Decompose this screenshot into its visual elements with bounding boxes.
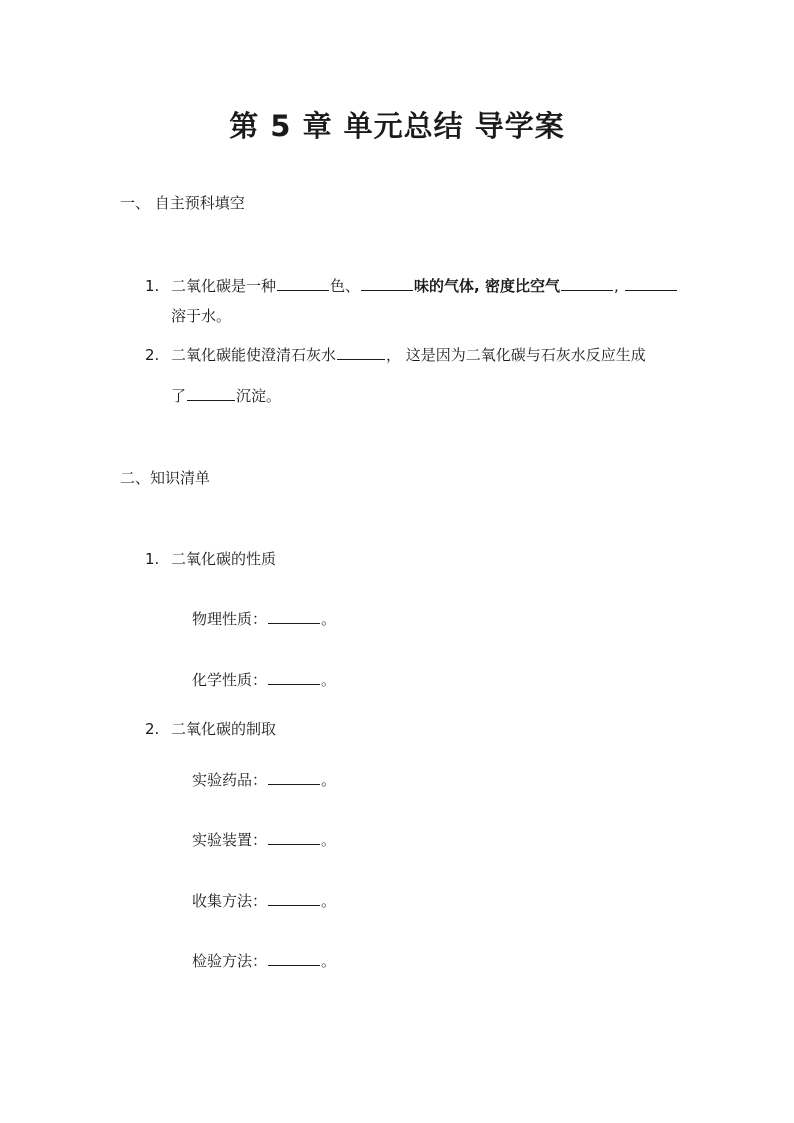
question-2-line-1 bbox=[145, 345, 646, 365]
end-mark: 。 bbox=[321, 610, 337, 628]
item-1-title: 二氧化碳的性质 bbox=[171, 550, 277, 568]
question-1-text-b: 色、 bbox=[330, 277, 361, 295]
item-2-title: 二氧化碳的制取 bbox=[171, 720, 277, 738]
question-2-text-a: 二氧化碳能使澄清石灰水 bbox=[171, 346, 337, 364]
collection-method-label: 收集方法： bbox=[192, 892, 268, 910]
blank-solubility[interactable] bbox=[625, 276, 677, 291]
question-2-text-c: 了 bbox=[171, 387, 187, 405]
item-1-number: 1. bbox=[145, 550, 160, 568]
question-2-number: 2. bbox=[145, 346, 160, 364]
chemical-properties-label: 化学性质： bbox=[192, 671, 268, 689]
blank-odor[interactable] bbox=[361, 276, 413, 291]
blank-color[interactable] bbox=[277, 276, 329, 291]
end-mark: 。 bbox=[321, 831, 337, 849]
item-2-number: 2. bbox=[145, 720, 160, 738]
end-mark: 。 bbox=[321, 771, 337, 789]
apparatus-row bbox=[192, 830, 336, 850]
collection-method-row bbox=[192, 891, 336, 911]
test-method-label: 检验方法： bbox=[192, 952, 268, 970]
end-mark: 。 bbox=[321, 952, 337, 970]
question-1-number: 1. bbox=[145, 277, 160, 295]
page-title: 第 5 章 单元总结 导学案 bbox=[229, 109, 565, 143]
blank-density[interactable] bbox=[561, 276, 613, 291]
question-2-text-b: ， 这是因为二氧化碳与石灰水反应生成 bbox=[386, 346, 646, 364]
blank-apparatus[interactable] bbox=[268, 830, 320, 845]
blank-test-method[interactable] bbox=[268, 951, 320, 966]
blank-collection-method[interactable] bbox=[268, 891, 320, 906]
section-heading-knowledge: 二、知识清单 bbox=[120, 469, 211, 487]
question-2-text-d: 沉淀。 bbox=[236, 387, 282, 405]
blank-limewater[interactable] bbox=[337, 345, 385, 360]
physical-properties-row bbox=[192, 609, 336, 629]
question-2-line-2 bbox=[171, 386, 281, 406]
end-mark: 。 bbox=[321, 671, 337, 689]
test-method-row bbox=[192, 951, 336, 971]
blank-reagents[interactable] bbox=[268, 770, 320, 785]
blank-physical-properties[interactable] bbox=[268, 609, 320, 624]
question-1-line-2: 溶于水。 bbox=[171, 307, 232, 325]
section-heading-preview: 一、 自主预科填空 bbox=[120, 194, 245, 212]
apparatus-label: 实验装置： bbox=[192, 831, 268, 849]
physical-properties-label: 物理性质： bbox=[192, 610, 268, 628]
question-1-line-1 bbox=[145, 276, 678, 296]
question-1-text-c: 味的气体, 密度比空气 bbox=[414, 277, 560, 295]
reagents-row bbox=[192, 770, 336, 790]
chemical-properties-row bbox=[192, 670, 336, 690]
item-1-heading bbox=[145, 549, 276, 569]
question-1-text-a: 二氧化碳是一种 bbox=[171, 277, 277, 295]
end-mark: 。 bbox=[321, 892, 337, 910]
question-1-text-d: , bbox=[613, 277, 624, 295]
reagents-label: 实验药品： bbox=[192, 771, 268, 789]
item-2-heading bbox=[145, 719, 276, 739]
blank-precipitate[interactable] bbox=[187, 386, 235, 401]
blank-chemical-properties[interactable] bbox=[268, 670, 320, 685]
